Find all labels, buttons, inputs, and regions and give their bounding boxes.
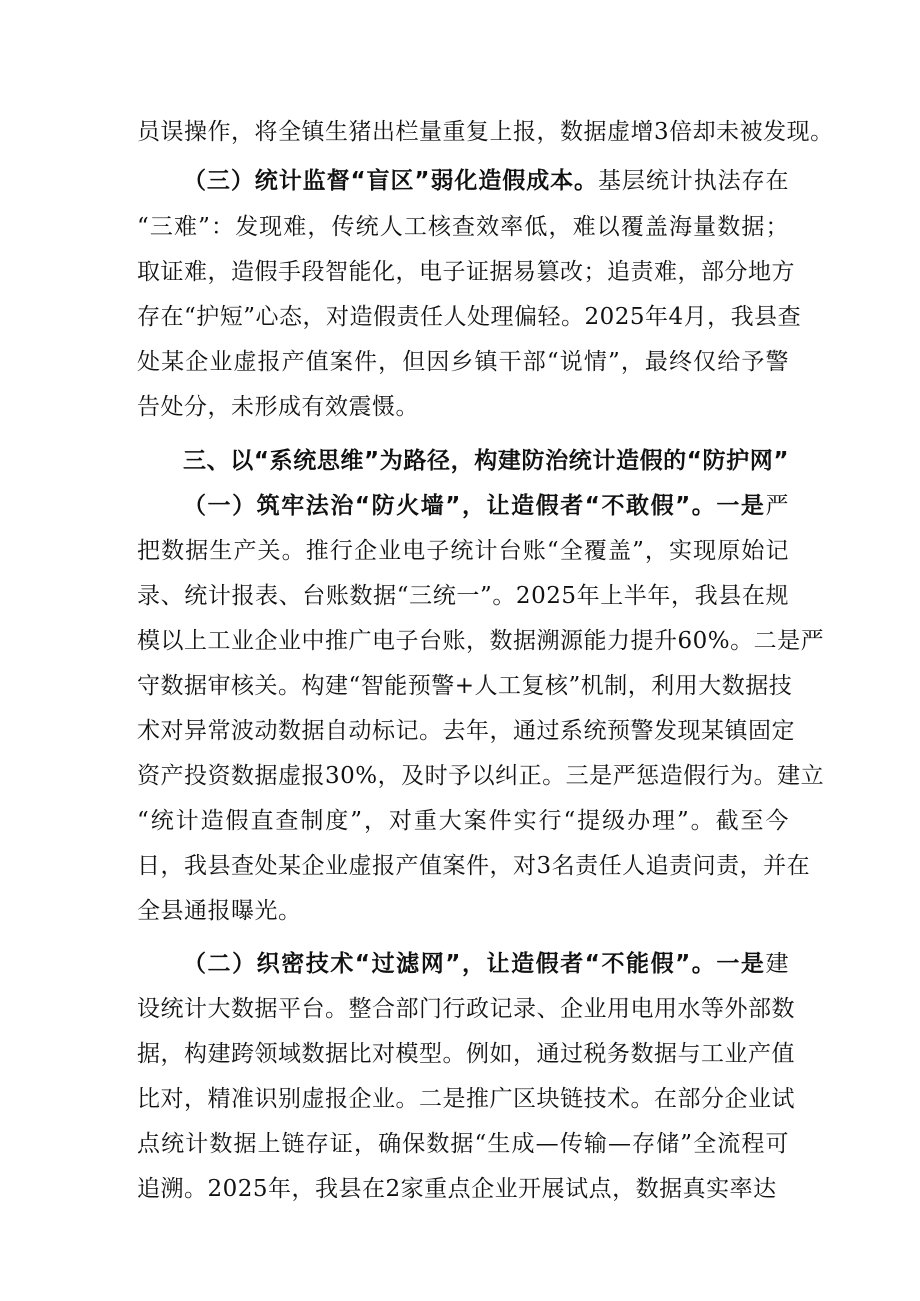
paragraph-line: 模以上工业企业中推广电子台账，数据溯源能力提升60%。二是严 [137, 628, 825, 654]
subsection-heading-2: （二）织密技术“过滤网”，让造假者“不能假”。一是 [183, 951, 766, 977]
paragraph-line: “三难”：发现难，传统人工核查效率低，难以覆盖海量数据； [137, 214, 789, 240]
paragraph-line: 追溯。2025年，我县在2家重点企业开展试点，数据真实率达 [137, 1176, 777, 1202]
paragraph-line: 把数据生产关。推行企业电子统计台账“全覆盖”，实现原始记 [137, 538, 789, 564]
paragraph-line: 比对，精准识别虚报企业。二是推广区块链技术。在部分企业试 [137, 1086, 795, 1112]
paragraph-line: 点统计数据上链存证，确保数据“生成—传输—存储”全流程可 [137, 1131, 789, 1157]
section-heading-3: （三）统计监督“盲区”弱化造假成本。 [183, 168, 598, 194]
paragraph-line: 日，我县查处某企业虚报产值案件，对3名责任人追责问责，并在 [137, 853, 811, 879]
paragraph-line: 录、统计报表、台账数据“三统一”。2025年上半年，我县在规 [137, 583, 789, 609]
paragraph-line: 存在“护短”心态，对造假责任人处理偏轻。2025年4月，我县查 [137, 304, 802, 330]
paragraph-line: （二）织密技术“过滤网”，让造假者“不能假”。一是建 [183, 951, 789, 977]
paragraph-line: （一）筑牢法治“防火墙”，让造假者“不敢假”。一是严 [183, 493, 789, 519]
subsection-heading-1: （一）筑牢法治“防火墙”，让造假者“不敢假”。一是 [183, 493, 766, 519]
paragraph-line: 资产投资数据虚报30%，及时予以纠正。三是严惩造假行为。建立 [137, 763, 825, 789]
paragraph-line: （三）统计监督“盲区”弱化造假成本。基层统计执法存在 [183, 168, 789, 194]
paragraph-line: 术对异常波动数据自动标记。去年，通过系统预警发现某镇固定 [137, 718, 795, 744]
paragraph-line: 员误操作，将全镇生猪出栏量重复上报，数据虚增3倍却未被发现。 [137, 119, 834, 145]
paragraph-line: 全县通报曝光。 [137, 898, 302, 924]
paragraph-line: 设统计大数据平台。整合部门行政记录、企业用电用水等外部数 [137, 996, 795, 1022]
chapter-heading: 三、以“系统思维”为路径，构建防治统计造假的“防护网” [183, 448, 789, 474]
paragraph-line: 据，构建跨领域数据比对模型。例如，通过税务数据与工业产值 [137, 1041, 795, 1067]
paragraph-line: 取证难，造假手段智能化，电子证据易篡改；追责难，部分地方 [137, 259, 795, 285]
paragraph-line: 处某企业虚报产值案件，但因乡镇干部“说情”，最终仅给予警 [137, 349, 789, 375]
paragraph-line: 告处分，未形成有效震慑。 [137, 394, 419, 420]
paragraph-line: “统计造假直查制度”，对重大案件实行“提级办理”。截至今 [137, 808, 789, 834]
paragraph-line: 守数据审核关。构建“智能预警+人工复核”机制，利用大数据技 [137, 673, 793, 699]
